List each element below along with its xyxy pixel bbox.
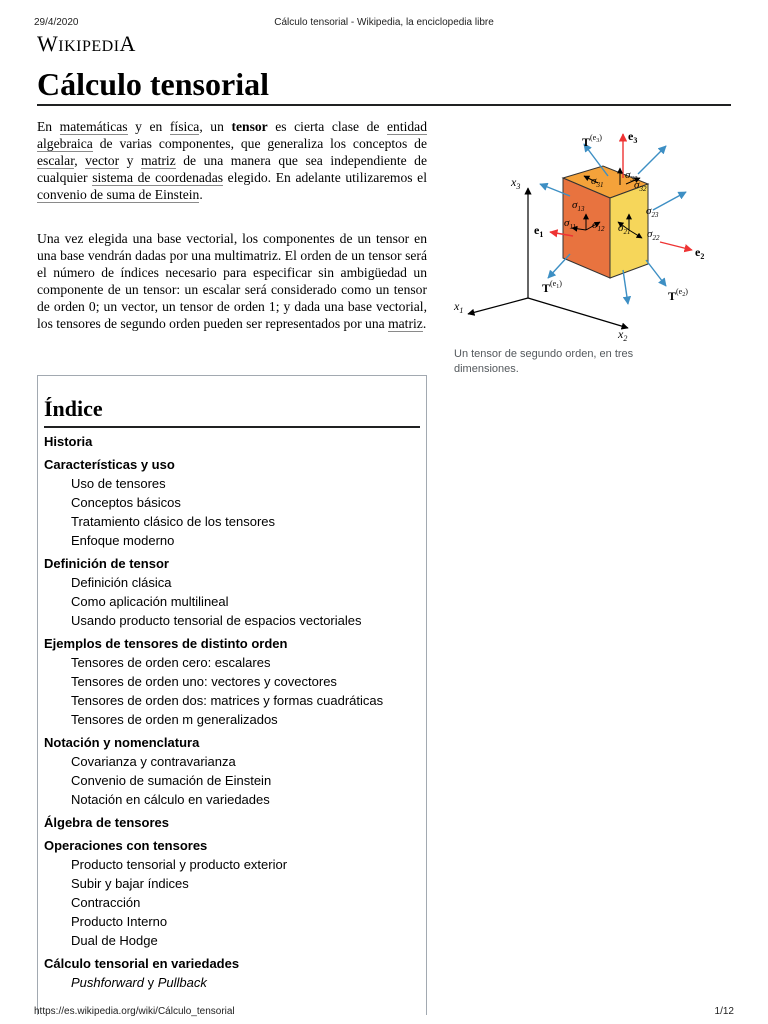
label-s21: $\sigma_{21}$	[618, 222, 631, 236]
toc-section[interactable]	[44, 836, 424, 950]
toc-section-label[interactable]: Historia	[44, 434, 93, 449]
label-e3: $e_3$	[628, 129, 638, 145]
text-run: ,	[74, 153, 86, 168]
toc-subsection[interactable]: Convenio de sumación de Einstein	[71, 773, 272, 788]
arrow-blue-1	[638, 146, 666, 174]
label-s32: $\sigma_{32}$	[634, 179, 647, 193]
label-te1: $T^{(e}1$)	[542, 279, 562, 295]
toc-subsection[interactable]: Uso de tensores	[71, 476, 166, 491]
toc-subsection-part: Pullback	[157, 975, 207, 990]
toc-section[interactable]	[44, 813, 424, 832]
arrow-blue-4	[623, 270, 628, 304]
toc-section-label[interactable]: Características y uso	[44, 457, 175, 472]
print-title: Cálculo tensorial - Wikipedia, la enciclopedia libre	[274, 17, 494, 28]
label-s11: $\sigma_{11}$	[564, 217, 576, 231]
text-run: de varias componentes, que generaliza los conceptos de	[92, 136, 427, 151]
text-run: y	[119, 153, 141, 168]
toc-subsection[interactable]: Notación en cálculo en variedades	[71, 792, 270, 807]
toc-list	[44, 432, 424, 992]
label-s22: $\sigma_{22}$	[647, 228, 660, 242]
wordmark-last: A	[119, 31, 136, 56]
text-run: elegido. En adelante utilizaremos el	[223, 170, 427, 185]
toc-subsection[interactable]	[44, 973, 424, 992]
page-title: Cálculo tensorial	[37, 66, 269, 102]
toc-subsection-part: Pushforward	[71, 975, 144, 990]
label-te3: $T^{(e}3$)	[582, 133, 602, 149]
toc-subsection[interactable]: Usando producto tensorial de espacios vectoriales	[71, 613, 362, 628]
arrow-te1	[548, 254, 570, 278]
title-divider	[37, 104, 731, 106]
wiki-link[interactable]: escalar	[37, 153, 75, 168]
page-number: 1/12	[714, 1006, 734, 1017]
toc-section[interactable]	[44, 634, 424, 729]
print-url: https://es.wikipedia.org/wiki/Cálculo_tensorial	[34, 1006, 235, 1017]
text-run: .	[422, 316, 427, 331]
toc-subsection[interactable]: Tensores de orden m generalizados	[71, 712, 278, 727]
intro-paragraph-2	[37, 230, 427, 332]
toc-subsection[interactable]: Tensores de orden uno: vectores y covectores	[71, 674, 337, 689]
arrow-blue-2	[653, 192, 686, 210]
toc-subsection[interactable]: Covarianza y contravarianza	[71, 754, 236, 769]
wordmark-first: W	[37, 31, 59, 56]
figure-caption: Un tensor de segundo orden, en tres dimensiones.	[454, 348, 634, 375]
toc-section[interactable]	[44, 954, 424, 992]
toc-divider	[44, 426, 420, 428]
toc-subsection[interactable]: Definición clásica	[71, 575, 172, 590]
label-x2: $x_2$	[618, 327, 628, 343]
toc-subsection[interactable]: Producto tensorial y producto exterior	[71, 857, 288, 872]
axis-x2	[528, 298, 628, 328]
arrow-e2	[660, 242, 692, 250]
toc-title: Índice	[44, 396, 103, 421]
wikipedia-wordmark[interactable]	[37, 31, 136, 57]
wordmark-rest: IKIPEDI	[58, 38, 120, 55]
label-s13: $\sigma_{13}$	[572, 199, 585, 213]
toc-subsection[interactable]: Subir y bajar índices	[71, 876, 189, 891]
toc-section[interactable]	[44, 554, 424, 630]
toc-subsection[interactable]: Contracción	[71, 895, 141, 910]
toc-section[interactable]	[44, 733, 424, 809]
toc-section-label[interactable]: Definición de tensor	[44, 556, 169, 571]
label-x3: $x_3$	[511, 175, 521, 191]
toc-section[interactable]	[44, 455, 424, 550]
text-run: En	[37, 119, 60, 134]
print-date: 29/4/2020	[34, 17, 79, 28]
wiki-link[interactable]: matemáticas	[59, 119, 128, 134]
toc-subsection[interactable]: Producto Interno	[71, 914, 168, 929]
text-run: , un	[199, 119, 232, 134]
toc-section-label[interactable]: Notación y nomenclatura	[44, 735, 200, 750]
toc-section-label[interactable]: Álgebra de tensores	[44, 815, 169, 830]
label-s12: $\sigma_{12}$	[592, 219, 605, 233]
wiki-link[interactable]: matriz	[388, 316, 423, 331]
toc-section[interactable]	[44, 432, 424, 451]
toc-section-label[interactable]: Cálculo tensorial en variedades	[44, 956, 240, 971]
wiki-link[interactable]: matriz	[140, 153, 176, 168]
toc-subsection[interactable]: Tensores de orden cero: escalares	[71, 655, 271, 670]
wiki-link[interactable]: convenio de suma de Einstein	[37, 187, 200, 202]
label-x1: $x_1$	[454, 299, 464, 315]
wiki-link[interactable]: sistema de coordenadas	[92, 170, 224, 185]
toc-subsection[interactable]: Dual de Hodge	[71, 933, 158, 948]
text-run: .	[199, 187, 203, 202]
text-run: es cierta clase de	[267, 119, 387, 134]
label-s23: $\sigma_{23}$	[646, 205, 659, 219]
label-e2: $e_2$	[695, 245, 705, 261]
table-of-contents	[37, 375, 427, 1015]
intro-paragraph-1	[37, 118, 427, 203]
toc-subsection[interactable]: Conceptos básicos	[71, 495, 181, 510]
text-run: y en	[127, 119, 170, 134]
bold-term: tensor	[231, 119, 268, 134]
toc-subsection[interactable]: Como aplicación multilineal	[71, 594, 229, 609]
wiki-link[interactable]: entidad algebraica	[37, 119, 427, 151]
wiki-link[interactable]: física	[169, 119, 200, 134]
toc-subsection[interactable]: Enfoque moderno	[71, 533, 175, 548]
label-s31: $\sigma_{31}$	[591, 175, 604, 189]
text-run: de una manera que sea independiente de cualquier	[37, 153, 427, 185]
toc-subsection[interactable]: Tratamiento clásico de los tensores	[71, 514, 276, 529]
tensor-stress-figure	[448, 118, 738, 383]
arrow-te2	[646, 260, 666, 286]
toc-section-label[interactable]: Ejemplos de tensores de distinto orden	[44, 636, 288, 651]
label-te2: $T^{(e}2$)	[668, 287, 688, 303]
label-e1: $e_1$	[534, 223, 544, 239]
wiki-link[interactable]: vector	[85, 153, 120, 168]
label-s33: $\sigma_{33}$	[625, 169, 638, 183]
toc-subsection[interactable]: Tensores de orden dos: matrices y formas cuadráticas	[71, 693, 384, 708]
axis-x1	[468, 298, 528, 314]
toc-subsection-part: y	[143, 975, 158, 990]
toc-section-label[interactable]: Operaciones con tensores	[44, 838, 208, 853]
text-run: Una vez elegida una base vectorial, los componentes de un tensor en una base vendrán dadas por una multimatriz. El orden de un tensor será el número de índices necesario para especificar sin ambigüedad un componente de un tensor: un escalar será considerado como un tensor de orden 0; un vector, un tensor de orden 1; y dada una base vectorial, los tensores de segundo orden pueden ser representados por una	[37, 231, 427, 331]
